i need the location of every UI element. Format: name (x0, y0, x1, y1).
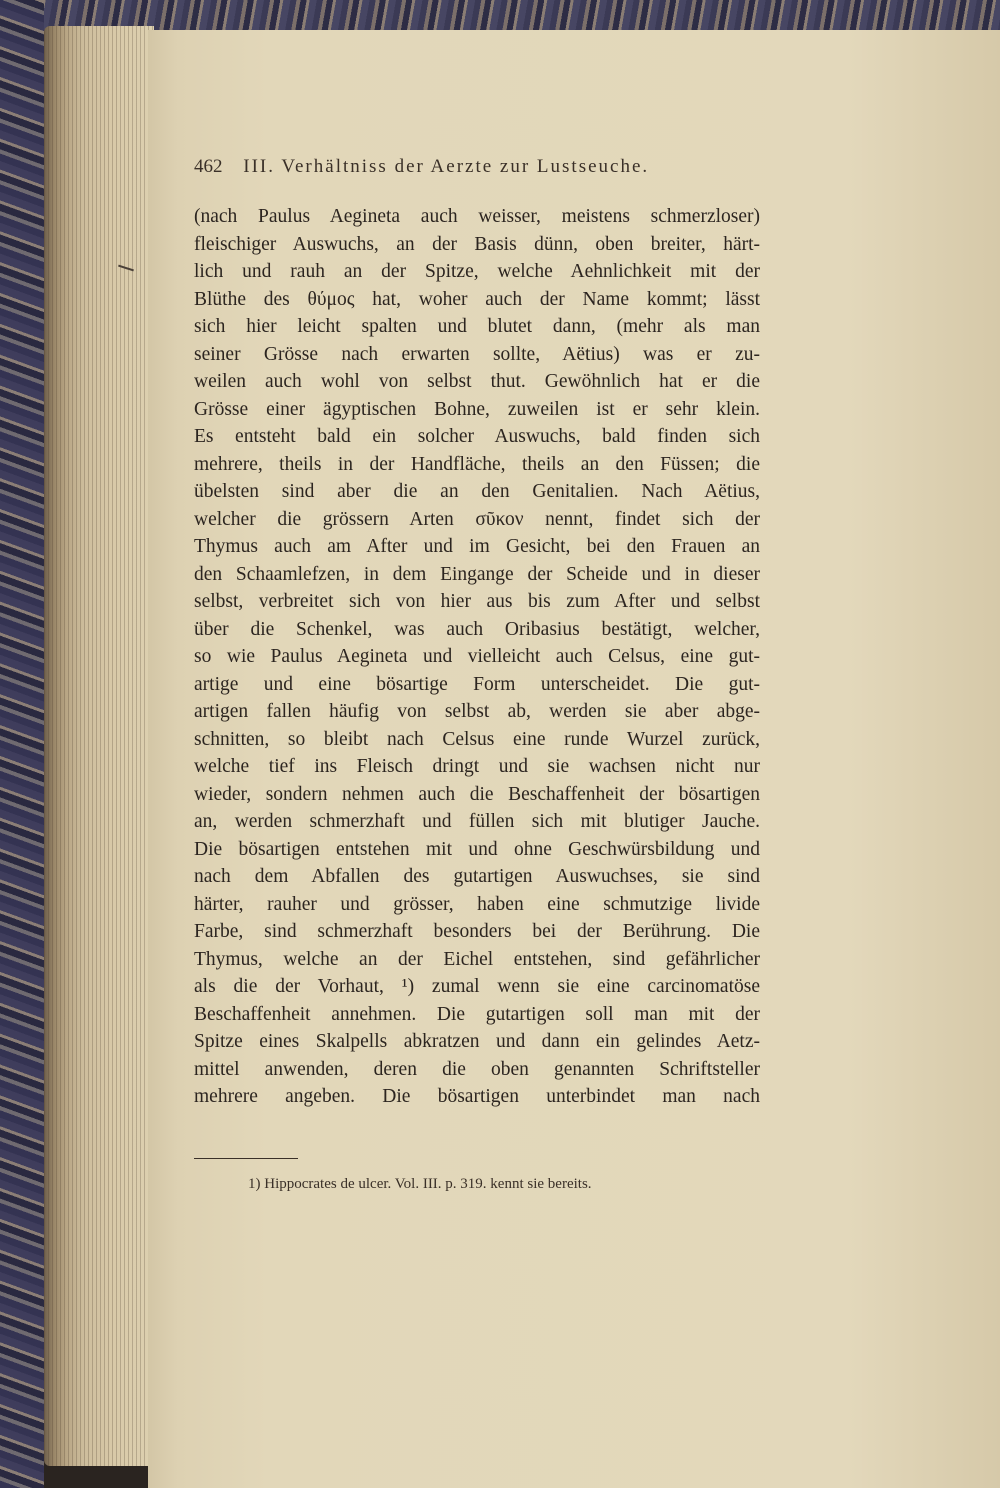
body-text (194, 203, 760, 1111)
page-number: 462 (194, 156, 223, 177)
text-line: sich hier leicht spalten und blutet dann, (mehr als man (194, 316, 760, 337)
text-line: artige und eine bösartige Form unterscheidet. Die gut- (194, 673, 760, 695)
text-line: artigen fallen häufig von selbst ab, werden sie aber abge- (194, 701, 760, 722)
page-header (194, 156, 734, 186)
running-head: III. Verhältniss der Aerzte zur Lustseuche. (243, 156, 650, 177)
text-line: übelsten sind aber die an den Genitalien. Nach Aëtius, (194, 481, 760, 502)
text-line: an, werden schmerzhaft und füllen sich mit blutiger Jauche. (194, 811, 760, 832)
text-line: (nach Paulus Aegineta auch weisser, meistens schmerzloser) (194, 206, 760, 227)
text-line: mittel anwenden, deren die oben genannten Schriftsteller (194, 1058, 760, 1080)
text-line: schnitten, so bleibt nach Celsus eine runde Wurzel zurück, (194, 728, 760, 750)
text-line: selbst, verbreitet sich von hier aus bis zum After und selbst (194, 591, 760, 612)
text-line: nach dem Abfallen des gutartigen Auswuchses, sie sind (194, 866, 760, 887)
text-line: Farbe, sind schmerzhaft besonders bei der Berührung. Die (194, 921, 760, 942)
text-line: Beschaffenheit annehmen. Die gutartigen soll man mit der (194, 1003, 760, 1025)
text-line: Thymus auch am After und im Gesicht, bei den Frauen an (194, 536, 760, 557)
text-line: den Schaamlefzen, in dem Eingange der Scheide und in dieser (194, 563, 760, 585)
text-line: fleischiger Auswuchs, an der Basis dünn, oben breiter, härt- (194, 233, 760, 255)
text-line: welche tief ins Fleisch dringt und sie wachsen nicht nur (194, 756, 760, 777)
text-line: mehrere angeben. Die bösartigen unterbindet man nach (194, 1086, 760, 1107)
text-line: Spitze eines Skalpells abkratzen und dann ein gelindes Aetz- (194, 1031, 760, 1052)
text-line: weilen auch wohl von selbst thut. Gewöhnlich hat er die (194, 371, 760, 392)
book-cover-marbled-board (0, 0, 44, 1488)
text-line: lich und rauh an der Spitze, welche Aehnlichkeit mit der (194, 261, 760, 282)
footnote-rule (194, 1158, 298, 1159)
text-line: als die der Vorhaut, ¹) zumal wenn sie eine carcinomatöse (194, 976, 760, 997)
text-line: mehrere, theils in der Handfläche, theils an den Füssen; die (194, 453, 760, 475)
text-line: so wie Paulus Aegineta und vielleicht auch Celsus, eine gut- (194, 646, 760, 667)
footnote: 1) Hippocrates de ulcer. Vol. III. p. 319. kennt sie bereits. (248, 1176, 592, 1192)
text-line: seiner Grösse nach erwarten sollte, Aëtius) was er zu- (194, 343, 760, 365)
text-line: wieder, sondern nehmen auch die Beschaffenheit der bösartigen (194, 783, 760, 805)
text-line: Blüthe des θύμος hat, woher auch der Name kommt; lässt (194, 288, 760, 310)
page-block-edges (44, 26, 154, 1466)
text-line: welcher die grössern Arten σῦκον nennt, findet sich der (194, 508, 760, 530)
text-line: Grösse einer ägyptischen Bohne, zuweilen ist er sehr klein. (194, 398, 760, 420)
text-line: Die bösartigen entstehen mit und ohne Geschwürsbildung und (194, 838, 760, 860)
text-line: über die Schenkel, was auch Oribasius bestätigt, welcher, (194, 618, 760, 640)
text-line: Thymus, welche an der Eichel entstehen, sind gefährlicher (194, 948, 760, 970)
text-line: härter, rauher und grösser, haben eine schmutzige livide (194, 893, 760, 915)
text-line: Es entsteht bald ein solcher Auswuchs, bald finden sich (194, 426, 760, 447)
